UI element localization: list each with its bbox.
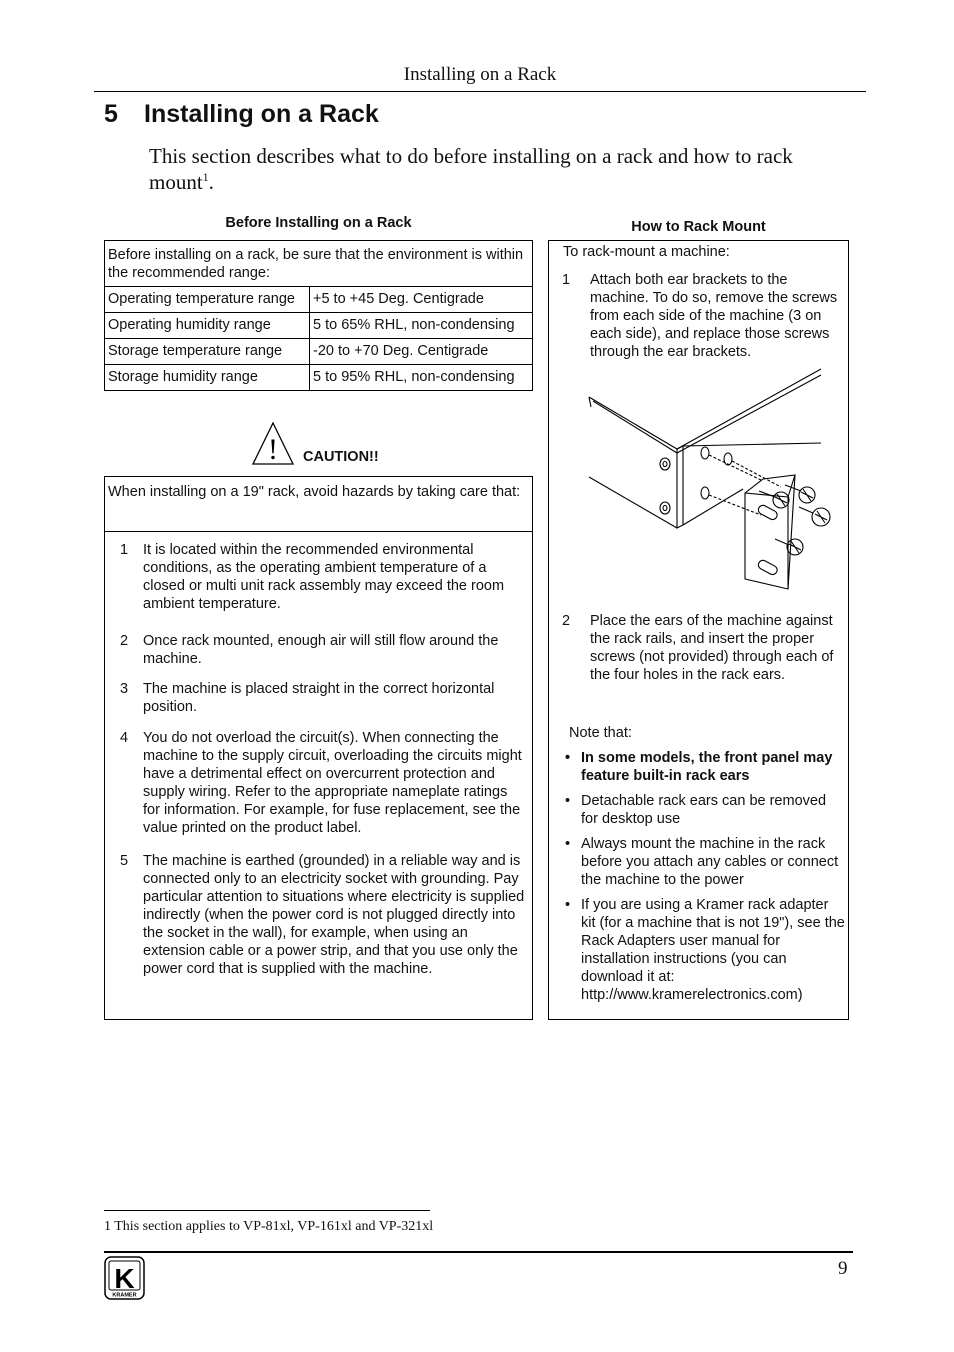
section-heading (104, 100, 379, 129)
hazard-box (104, 476, 533, 1020)
list-item-text: The machine is earthed (grounded) in a reliable way and is connected only to an electricity socket with grounding. Pay particular attention to situations where electricity is supplied indirectly (when the power cord is not plugged directly into the socket in the wall), for example, when using an extension cable or a power strip, and that you use only the power cord that is supplied with the machine. (143, 853, 525, 977)
rack-ear-bracket-illustration (585, 365, 845, 605)
rack-step-number: 1 (562, 272, 571, 288)
list-item (105, 852, 526, 978)
table-cell-value: -20 to +70 Deg. Centigrade (310, 339, 533, 365)
list-item: • Always mount the machine in the rack before you attach any cables or connect the machine to the power (563, 835, 845, 889)
table-row (105, 287, 532, 313)
rack-mount-lead: To rack-mount a machine: (563, 244, 730, 260)
kramer-logo-icon (104, 1256, 145, 1300)
rack-mount-box (548, 240, 849, 1020)
hazard-intro: When installing on a 19" rack, avoid hazards by taking care that: (105, 477, 532, 532)
table-cell-parameter: Storage temperature range (105, 339, 310, 365)
section-title: Installing on a Rack (144, 100, 379, 128)
list-item (105, 541, 526, 613)
table-cell-value: 5 to 65% RHL, non-condensing (310, 313, 533, 339)
list-item-number: 1 (120, 542, 129, 558)
list-item-text: You do not overload the circuit(s). When connecting the machine to the supply circuit, overloading the circuits might have a detrimental effect on overcurrent protection and supply wiring. Refer to the appropriate nameplate ratings for information. For example, for fuse replacement, see the value printed on the product label. (143, 730, 522, 836)
table-row (105, 339, 532, 365)
running-header-title: Installing on a Rack (403, 64, 557, 85)
rack-step (560, 612, 845, 684)
rack-step-number: 2 (562, 613, 571, 629)
list-item-number: 4 (120, 730, 129, 746)
table-row (105, 313, 532, 339)
rack-step-text: Attach both ear brackets to the machine. To do so, remove the screws from each side of the machine (3 on each side), and replace those screws through the ear brackets. (590, 272, 838, 360)
rack-mount-title: How to Rack Mount (631, 219, 766, 235)
footnote: 1 This section applies to VP-81xl, VP-161xl and VP-321xl (104, 1219, 434, 1234)
list-item (105, 632, 526, 668)
table-cell-value: +5 to +45 Deg. Centigrade (313, 291, 484, 307)
footer-divider (104, 1251, 853, 1253)
footnote-ref[interactable]: 1 (202, 170, 209, 184)
list-item-text: Once rack mounted, enough air will still flow around the machine. (143, 633, 499, 667)
running-header (94, 64, 866, 92)
list-item (105, 680, 526, 716)
table-row (105, 365, 532, 391)
section-intro (149, 143, 861, 195)
list-item: • Detachable rack ears can be removed for desktop use (563, 792, 845, 828)
footnote-divider (104, 1210, 430, 1211)
notes-list (563, 749, 845, 1011)
page-number: 9 (838, 1258, 848, 1279)
list-item (105, 729, 526, 837)
rack-step-text: Place the ears of the machine against the rack rails, and insert the proper screws (not provided) through each of the four holes in the rack ears. (590, 613, 834, 683)
warning-exclamation: ! (268, 433, 278, 466)
list-item: • If you are using a Kramer rack adapter kit (for a machine that is not 19"), see the Rack Adapters user manual for installation instructions (you can download it at: http://www.kramerelectronics.com) (563, 896, 845, 1004)
table-cell-parameter: Operating humidity range (105, 313, 310, 339)
list-item-number: 5 (120, 853, 129, 869)
environment-intro: Before installing on a rack, be sure that the environment is within the recommended range: (105, 241, 532, 287)
kramer-logo-text: KRAMER (112, 1292, 137, 1299)
hazard-list (105, 541, 532, 978)
before-install-title: Before Installing on a Rack (225, 215, 412, 231)
environment-box (104, 240, 533, 391)
list-item-text: The machine is placed straight in the correct horizontal position. (143, 681, 495, 715)
kramer-logo-letter: K (114, 1263, 135, 1294)
table-cell-parameter: Operating temperature range (105, 287, 310, 313)
environment-table (105, 287, 532, 390)
list-item-text: It is located within the recommended environmental conditions, as the operating ambient temperature of a closed or multi unit rack assembly may exceed the room ambient temperature. (143, 542, 505, 612)
warning-triangle-icon (250, 420, 296, 466)
list-item: • In some models, the front panel may feature built-in rack ears (563, 749, 845, 785)
note-label: Note that: (569, 725, 632, 741)
section-intro-end: . (208, 170, 214, 194)
list-item-number: 3 (120, 681, 129, 697)
rack-step (560, 271, 845, 361)
table-cell-value: 5 to 95% RHL, non-condensing (310, 365, 533, 391)
table-cell-parameter: Storage humidity range (105, 365, 310, 391)
caution-label: CAUTION!! (303, 449, 379, 465)
list-item-number: 2 (120, 633, 129, 649)
caution-block (250, 420, 450, 468)
section-number: 5 (104, 100, 118, 128)
section-intro-text: This section describes what to do before installing on a rack and how to rack mount (149, 144, 793, 194)
